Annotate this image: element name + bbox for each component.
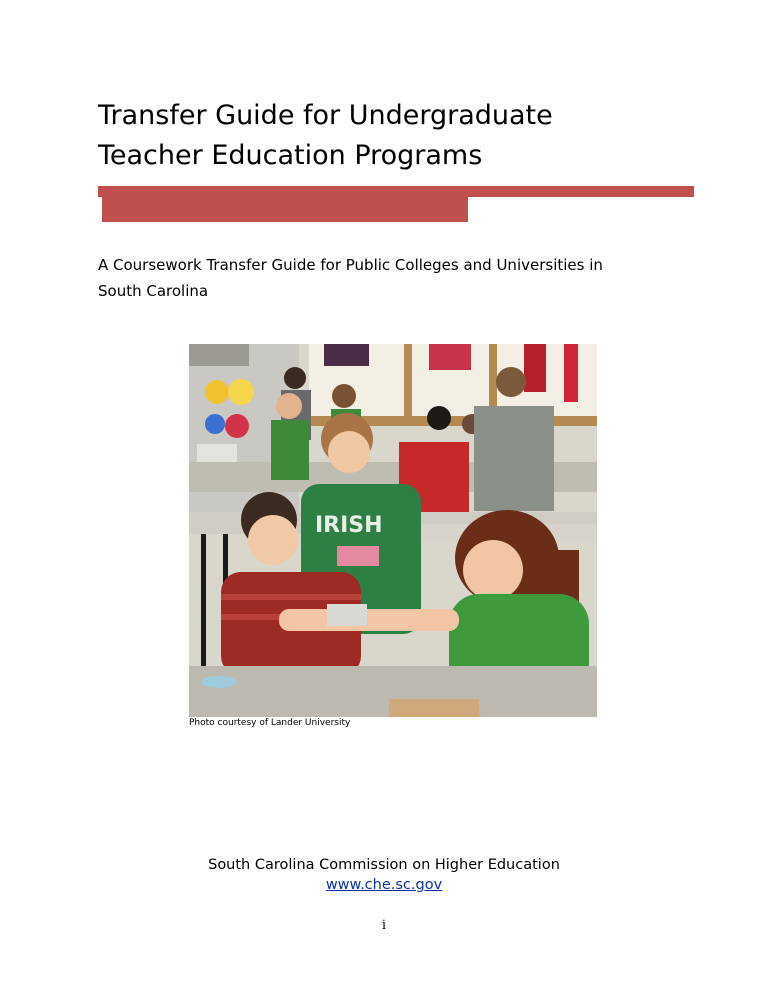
document-subtitle: [98, 252, 698, 304]
organization-name: South Carolina Commission on Higher Education: [208, 857, 560, 873]
photo-credit: Photo courtesy of Lander University: [189, 718, 351, 728]
title-line-2: Teacher Education Programs: [98, 140, 483, 171]
subtitle-line-1: A Coursework Transfer Guide for Public Colleges and Universities in: [98, 256, 603, 274]
title-line-1: Transfer Guide for Undergraduate: [98, 100, 553, 131]
page-number: i: [381, 918, 387, 933]
accent-bar-bottom: [102, 186, 468, 222]
classroom-photo: [189, 344, 597, 717]
document-title: [98, 96, 698, 176]
website-link[interactable]: www.che.sc.gov: [325, 877, 443, 893]
shirt-text: IRISH: [315, 513, 383, 538]
footer: [0, 855, 768, 895]
subtitle-line-2: South Carolina: [98, 282, 209, 300]
